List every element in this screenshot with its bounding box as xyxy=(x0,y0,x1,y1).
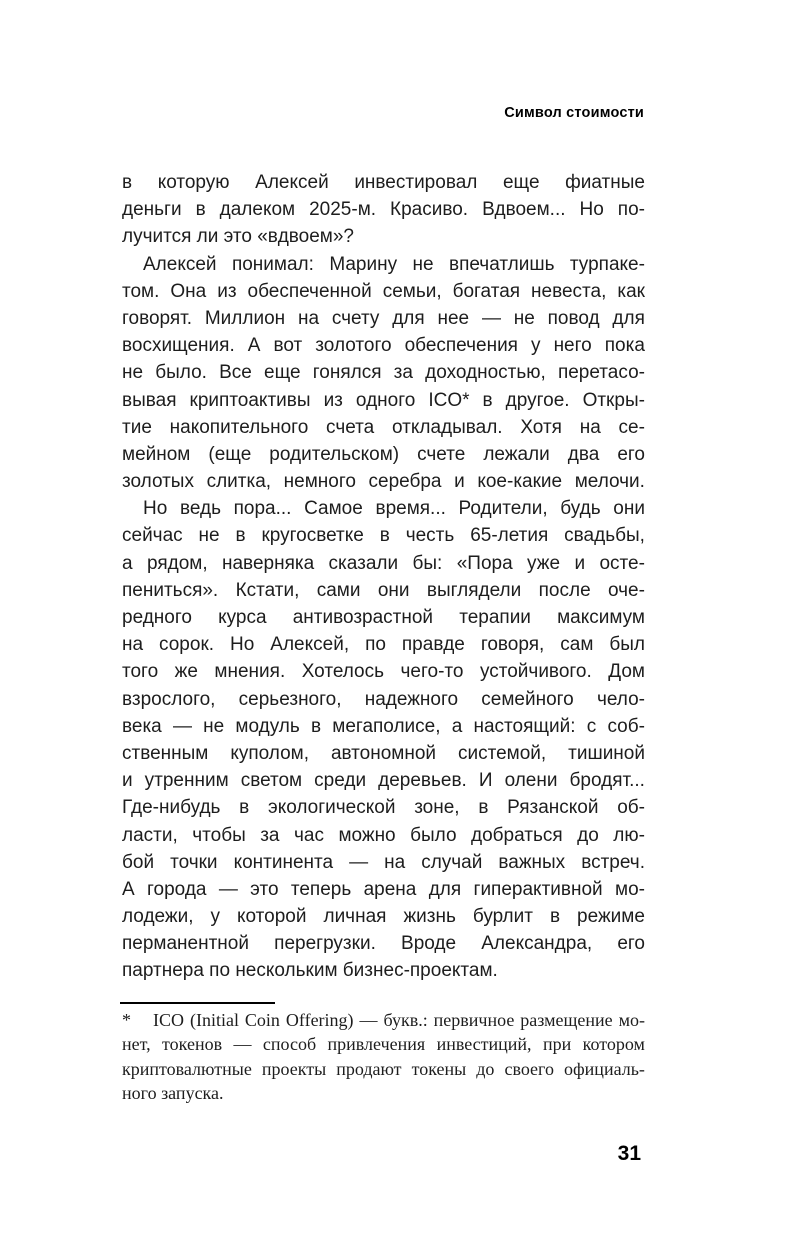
word: они xyxy=(377,579,410,601)
word: — xyxy=(172,715,192,737)
footnote-line xyxy=(122,1008,645,1032)
word: из xyxy=(323,389,343,411)
word: обеспечения xyxy=(404,335,518,357)
word: осте- xyxy=(599,552,645,574)
word: чего-то xyxy=(400,661,464,683)
word: лодежи, xyxy=(122,906,194,928)
word: ICO xyxy=(153,1010,184,1030)
word: континента xyxy=(233,851,334,873)
word: немного xyxy=(283,471,356,493)
word: гонялся xyxy=(312,362,382,384)
word: среди xyxy=(314,770,367,792)
word: свадьбы, xyxy=(564,525,645,547)
body-line: партнера по нескольким бизнес-проектам. xyxy=(122,960,498,982)
word: рядом, xyxy=(146,552,208,574)
word: утренним xyxy=(144,770,229,792)
body-line xyxy=(122,577,645,604)
word: Самое xyxy=(304,498,363,520)
word: откладывал. xyxy=(391,416,503,438)
word: в xyxy=(549,906,561,928)
word: И xyxy=(478,770,493,792)
body-line xyxy=(122,359,645,386)
body-line xyxy=(122,495,645,522)
word: максимум xyxy=(557,607,645,628)
word: сами xyxy=(316,579,361,601)
word: честь xyxy=(405,525,455,547)
word: как xyxy=(617,280,645,302)
footnote-line: ного запуска. xyxy=(122,1082,224,1103)
word: — xyxy=(481,307,501,329)
word: вот xyxy=(273,335,303,357)
body-line xyxy=(122,930,645,957)
word: Вдвоем... xyxy=(482,199,566,221)
word: счету xyxy=(331,307,380,329)
word: повод xyxy=(547,307,600,329)
word: зоне, xyxy=(414,797,460,819)
word: сказали xyxy=(328,552,399,574)
word: взрослого, xyxy=(122,688,216,710)
word: инвестиций, xyxy=(436,1034,532,1055)
word: официаль- xyxy=(564,1058,645,1079)
word: богатая xyxy=(452,280,521,302)
word: Алексей xyxy=(255,172,329,193)
word: Родители, xyxy=(458,498,548,520)
word: фиатные xyxy=(565,172,645,193)
word: Coin xyxy=(244,1010,280,1030)
word: вывая xyxy=(122,389,177,411)
word: Хотя xyxy=(520,416,562,438)
word: мо- xyxy=(615,878,645,900)
word: наверняка xyxy=(222,552,315,574)
word: системой, xyxy=(457,742,547,764)
word: его xyxy=(617,933,645,955)
word: Вроде xyxy=(401,933,457,955)
word: Алексей xyxy=(143,253,217,275)
word: него xyxy=(553,335,592,357)
word: Она xyxy=(170,280,207,302)
word: чело- xyxy=(596,688,645,710)
body-text-block xyxy=(122,169,645,985)
word: турпаке- xyxy=(569,253,645,275)
word: криптоактивы xyxy=(189,389,311,411)
word: лежали xyxy=(483,443,550,465)
word: олени xyxy=(504,770,558,792)
word: том. xyxy=(122,280,160,302)
body-line xyxy=(122,822,645,849)
word: добраться xyxy=(471,824,563,846)
body-line xyxy=(122,468,645,495)
word: выглядели xyxy=(426,579,522,601)
word: Где-нибудь xyxy=(122,797,221,819)
word: серьезного, xyxy=(238,688,342,710)
word: кругосветке xyxy=(261,525,364,547)
word: мегаполисе, xyxy=(332,715,441,737)
word: бой xyxy=(122,851,155,873)
word: в xyxy=(122,172,133,193)
word: это xyxy=(250,878,279,900)
word: после xyxy=(538,579,591,601)
word: для xyxy=(612,307,645,329)
word: и xyxy=(454,471,465,493)
word: а xyxy=(451,715,463,737)
word: было. xyxy=(155,362,207,384)
word: того xyxy=(122,661,159,683)
running-header: Символ стоимости xyxy=(504,105,644,121)
footnote-line xyxy=(122,1057,645,1081)
word: Но xyxy=(143,498,168,520)
word: оче- xyxy=(608,579,645,601)
word: сорок. xyxy=(159,634,215,656)
word: восхищения. xyxy=(122,335,235,357)
word: невеста, xyxy=(531,280,607,302)
word: которую xyxy=(157,172,230,193)
footnote-section xyxy=(122,1008,645,1105)
word: лю- xyxy=(613,824,645,846)
word: и xyxy=(574,552,586,574)
word: же xyxy=(174,661,198,683)
word: еще xyxy=(502,172,540,193)
word: автономной xyxy=(330,742,437,764)
word: семейного xyxy=(481,688,574,710)
body-line xyxy=(122,903,645,930)
word: счета xyxy=(326,416,375,438)
body-line: лучится ли это «вдвоем»? xyxy=(122,226,354,248)
word: Хотелось xyxy=(301,661,385,683)
footnote-line xyxy=(122,1032,645,1056)
word: инвестировал xyxy=(354,172,478,193)
word: мнения. xyxy=(214,661,286,683)
word: для xyxy=(392,307,425,329)
word: проекты xyxy=(261,1058,327,1079)
word: пока xyxy=(604,335,645,357)
word: будь xyxy=(560,498,601,520)
word: золотых xyxy=(122,471,194,493)
word: Offering) xyxy=(285,1010,354,1030)
word: настоящий: xyxy=(473,715,576,737)
word: нет, xyxy=(122,1034,151,1055)
word: ласти, xyxy=(122,824,178,846)
word: (Initial xyxy=(189,1010,239,1030)
word: способ xyxy=(262,1034,317,1055)
word: тишиной xyxy=(568,742,645,764)
word: можно xyxy=(338,824,396,846)
word: перегрузки. xyxy=(274,933,376,955)
word: на xyxy=(122,634,144,656)
word: размещение xyxy=(520,1010,613,1030)
word: перманентной xyxy=(122,933,249,955)
word: другое. xyxy=(505,389,570,411)
word: при xyxy=(542,1034,572,1055)
word: по xyxy=(365,634,386,656)
word: арена xyxy=(363,878,417,900)
word: Марину xyxy=(329,253,398,275)
body-line xyxy=(122,686,645,713)
word: не xyxy=(513,307,535,329)
word: и xyxy=(122,770,133,792)
word: счете xyxy=(417,443,466,465)
word: для xyxy=(428,878,462,900)
body-line xyxy=(122,196,645,223)
body-line xyxy=(122,414,645,441)
word: важных xyxy=(498,851,566,873)
body-line xyxy=(122,522,645,549)
word: первичное xyxy=(433,1010,515,1030)
word: впечатлишь xyxy=(448,253,555,275)
word: в xyxy=(235,525,246,547)
body-line xyxy=(122,332,645,359)
body-line xyxy=(122,278,645,305)
word: Откры- xyxy=(582,389,645,411)
word: Миллион xyxy=(204,307,286,329)
body-line xyxy=(122,305,645,332)
word: перетасо- xyxy=(557,362,645,384)
word: у xyxy=(531,335,541,357)
word: се- xyxy=(618,416,645,438)
word: котором xyxy=(582,1034,645,1055)
word: родительском) xyxy=(269,443,400,465)
word: которой xyxy=(237,906,307,928)
word: случай xyxy=(421,851,483,873)
word: с xyxy=(586,715,597,737)
word: был xyxy=(609,634,645,656)
word: в xyxy=(482,389,493,411)
word: серебра xyxy=(368,471,442,493)
word: говорят. xyxy=(122,307,193,329)
word: до xyxy=(476,1058,495,1079)
word: редного xyxy=(122,607,192,628)
word: его xyxy=(617,443,645,465)
word: (еще xyxy=(208,443,252,465)
word: за xyxy=(393,362,413,384)
body-line xyxy=(122,876,645,903)
word: Но xyxy=(579,199,604,221)
word: до xyxy=(577,824,599,846)
word: А xyxy=(122,878,135,900)
body-line xyxy=(122,767,645,794)
body-line xyxy=(122,387,645,414)
footnote-divider-rule xyxy=(120,1002,275,1004)
word: далеком xyxy=(219,199,296,221)
word: продают xyxy=(336,1058,402,1079)
word: в xyxy=(478,797,489,819)
word: Алексей, xyxy=(270,634,350,656)
body-line xyxy=(122,169,645,196)
word: не xyxy=(203,715,225,737)
word: «Пора xyxy=(456,552,513,574)
word: режиме xyxy=(577,906,645,928)
word: еще xyxy=(264,362,301,384)
word: бродят... xyxy=(569,770,645,792)
word: — xyxy=(233,1034,252,1055)
word: жизнь xyxy=(403,906,456,928)
word: токены xyxy=(411,1058,467,1079)
word: уже xyxy=(527,552,561,574)
word: терапии xyxy=(459,607,531,628)
footnote-asterisk-marker: * xyxy=(122,1010,131,1030)
word: курса xyxy=(218,607,267,628)
word: ведь xyxy=(179,498,221,520)
word: надежного xyxy=(364,688,459,710)
word: тие xyxy=(122,416,152,438)
word: по- xyxy=(617,199,645,221)
body-line xyxy=(122,251,645,278)
word: теперь xyxy=(290,878,352,900)
word: об- xyxy=(617,797,645,819)
body-line xyxy=(122,713,645,740)
word: пениться». xyxy=(122,579,219,601)
word: точки xyxy=(170,851,218,873)
word: у xyxy=(210,906,220,928)
word: а xyxy=(122,552,133,574)
word: кое-какие xyxy=(477,471,563,493)
word: чтобы xyxy=(192,824,246,846)
word: бы: xyxy=(412,552,443,574)
word: сам xyxy=(560,634,594,656)
body-line xyxy=(122,441,645,468)
word: в xyxy=(379,525,390,547)
word: куполом, xyxy=(230,742,309,764)
word: криптовалютные xyxy=(122,1058,252,1079)
word: мелочи. xyxy=(574,471,645,493)
word: золотого xyxy=(315,335,392,357)
word: города xyxy=(147,878,207,900)
word: Кстати, xyxy=(235,579,300,601)
word: личная xyxy=(323,906,387,928)
word: своего xyxy=(504,1058,554,1079)
word: гиперактивной xyxy=(473,878,603,900)
word: ственным xyxy=(122,742,209,764)
word: слитка, xyxy=(206,471,272,493)
word: было xyxy=(410,824,457,846)
word: — xyxy=(349,851,369,873)
word: века xyxy=(122,715,162,737)
word: нее xyxy=(437,307,470,329)
body-line xyxy=(122,794,645,821)
word: в xyxy=(311,715,322,737)
word: соб- xyxy=(607,715,645,737)
word: обеспеченной xyxy=(247,280,372,302)
word: мейном xyxy=(122,443,191,465)
word: говоря, xyxy=(480,634,545,656)
word: они xyxy=(613,498,645,520)
word: токенов xyxy=(162,1034,223,1055)
word: два xyxy=(567,443,600,465)
word: деньги xyxy=(122,199,182,221)
word: мо- xyxy=(618,1010,645,1030)
body-line xyxy=(122,604,645,631)
body-line xyxy=(122,550,645,577)
word: Все xyxy=(219,362,252,384)
word: время... xyxy=(375,498,446,520)
word: Красиво. xyxy=(390,199,469,221)
word: ICO* xyxy=(428,389,470,411)
word: одного xyxy=(355,389,416,411)
word: Александра, xyxy=(481,933,593,955)
word: накопительного xyxy=(169,416,309,438)
word: сейчас xyxy=(122,525,183,547)
page-number: 31 xyxy=(617,1142,641,1165)
word: встреч. xyxy=(581,851,645,873)
word: пора... xyxy=(233,498,292,520)
word: букв.: xyxy=(383,1010,428,1030)
word: привлечения xyxy=(327,1034,426,1055)
word: Дом xyxy=(608,661,645,683)
word: Но xyxy=(230,634,255,656)
word: Рязанской xyxy=(507,797,599,819)
word: устойчивого. xyxy=(479,661,592,683)
body-line xyxy=(122,740,645,767)
word: на xyxy=(579,416,601,438)
word: модуль xyxy=(235,715,300,737)
word: не xyxy=(122,362,144,384)
word: в xyxy=(195,199,206,221)
word: 65-летия xyxy=(470,525,549,547)
word: бурлит xyxy=(472,906,533,928)
word: час xyxy=(293,824,324,846)
word: светом xyxy=(240,770,303,792)
word: за xyxy=(260,824,280,846)
word: А xyxy=(247,335,261,357)
body-line xyxy=(122,658,645,685)
word: деревьев. xyxy=(378,770,467,792)
word: в xyxy=(239,797,250,819)
word: понимал: xyxy=(231,253,314,275)
word: на xyxy=(297,307,320,329)
word: семьи, xyxy=(382,280,442,302)
word: экологической xyxy=(268,797,396,819)
body-line xyxy=(122,631,645,658)
word: — xyxy=(218,878,238,900)
word: правде xyxy=(401,634,465,656)
word: 2025-м. xyxy=(309,199,377,221)
word: доходностью, xyxy=(425,362,546,384)
word: не xyxy=(198,525,220,547)
word: из xyxy=(217,280,237,302)
word: — xyxy=(359,1010,378,1030)
word: антивозрастной xyxy=(292,607,434,628)
word: не xyxy=(412,253,434,275)
body-line xyxy=(122,849,645,876)
word: на xyxy=(384,851,406,873)
